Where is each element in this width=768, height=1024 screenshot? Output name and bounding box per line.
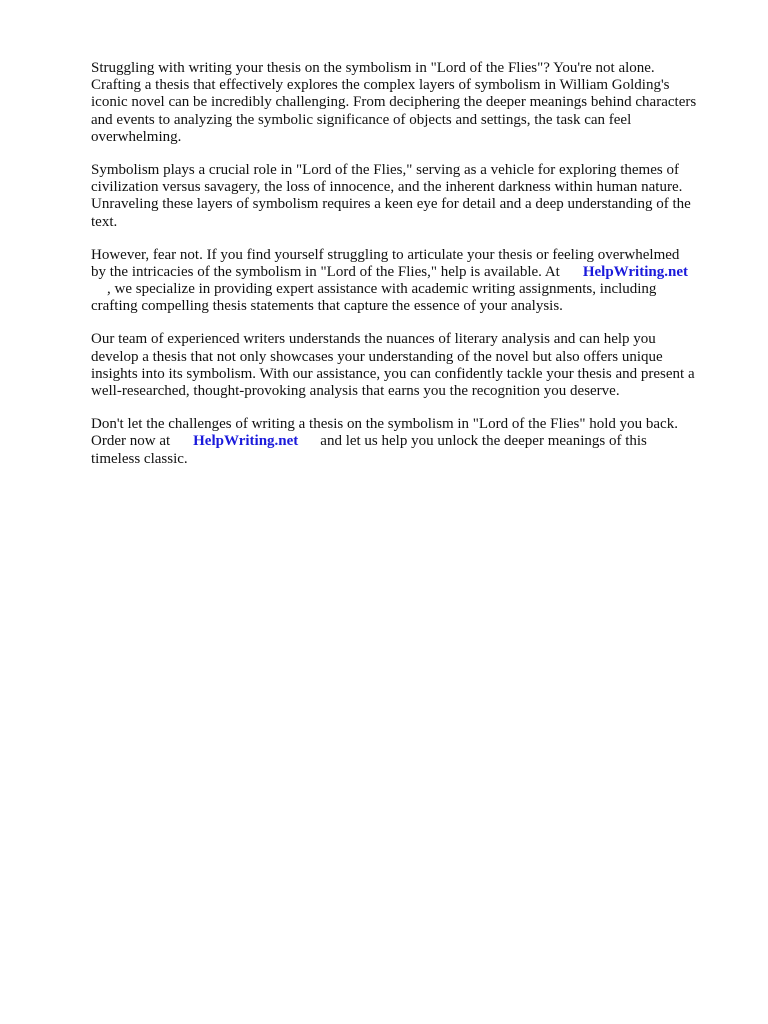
paragraph-line: Symbolism plays a crucial role in "Lord of the Flies," serving as a vehicle for exploring themes of <box>91 161 679 178</box>
paragraph-line: Crafting a thesis that effectively explores the complex layers of symbolism in William Golding's <box>91 77 670 94</box>
paragraph-line: timeless classic. <box>91 450 188 467</box>
helpwriting-link[interactable]: HelpWriting.net <box>582 263 688 280</box>
paragraph-line: civilization versus savagery, the loss of innocence, and the inherent darkness within human nature. <box>91 179 683 196</box>
paragraph-line: well-researched, thought-provoking analysis that earns you the recognition you deserve. <box>91 383 620 399</box>
paragraph-text: and let us help you unlock the deeper meanings of this <box>320 433 647 450</box>
paragraph-team <box>91 331 721 400</box>
paragraph-line: insights into its symbolism. With our assistance, you can confidently tackle your thesis and present a <box>91 365 695 382</box>
paragraph-line: develop a thesis that not only showcases your understanding of the novel but also offers unique <box>91 348 663 365</box>
paragraph-text: by the intricacies of the symbolism in "Lord of the Flies," help is available. At <box>91 263 560 280</box>
paragraph-line: Our team of experienced writers understands the nuances of literary analysis and can help you <box>91 331 656 348</box>
paragraph-call-to-action <box>91 416 721 468</box>
paragraph-line: iconic novel can be incredibly challenging. From deciphering the deeper meanings behind characters <box>91 94 697 111</box>
helpwriting-link[interactable]: HelpWriting.net <box>193 433 299 450</box>
paragraph-line: Struggling with writing your thesis on the symbolism in "Lord of the Flies"? You're not alone. <box>91 60 655 76</box>
paragraph-line: crafting compelling thesis statements that capture the essence of your analysis. <box>91 298 563 315</box>
paragraph-line: and events to analyzing the symbolic significance of objects and settings, the task can feel <box>91 111 632 128</box>
paragraph-line-with-link <box>91 433 721 450</box>
paragraph-line: text. <box>91 213 118 230</box>
paragraph-line: However, fear not. If you find yourself struggling to articulate your thesis or feeling overwhelmed <box>91 246 680 263</box>
paragraph-line <box>91 281 721 298</box>
paragraph-intro <box>91 60 721 146</box>
paragraph-text: , we specialize in providing expert assistance with academic writing assignments, including <box>107 281 657 298</box>
paragraph-text: Order now at <box>91 433 171 450</box>
paragraph-line: Don't let the challenges of writing a thesis on the symbolism in "Lord of the Flies" hold you back. <box>91 416 678 433</box>
paragraph-help-offer <box>91 247 721 316</box>
paragraph-line: Unraveling these layers of symbolism requires a keen eye for detail and a deep understanding of the <box>91 196 691 213</box>
paragraph-symbolism-role <box>91 162 721 231</box>
document-body <box>91 60 721 484</box>
paragraph-line-with-link <box>91 264 721 281</box>
paragraph-line: overwhelming. <box>91 128 182 145</box>
